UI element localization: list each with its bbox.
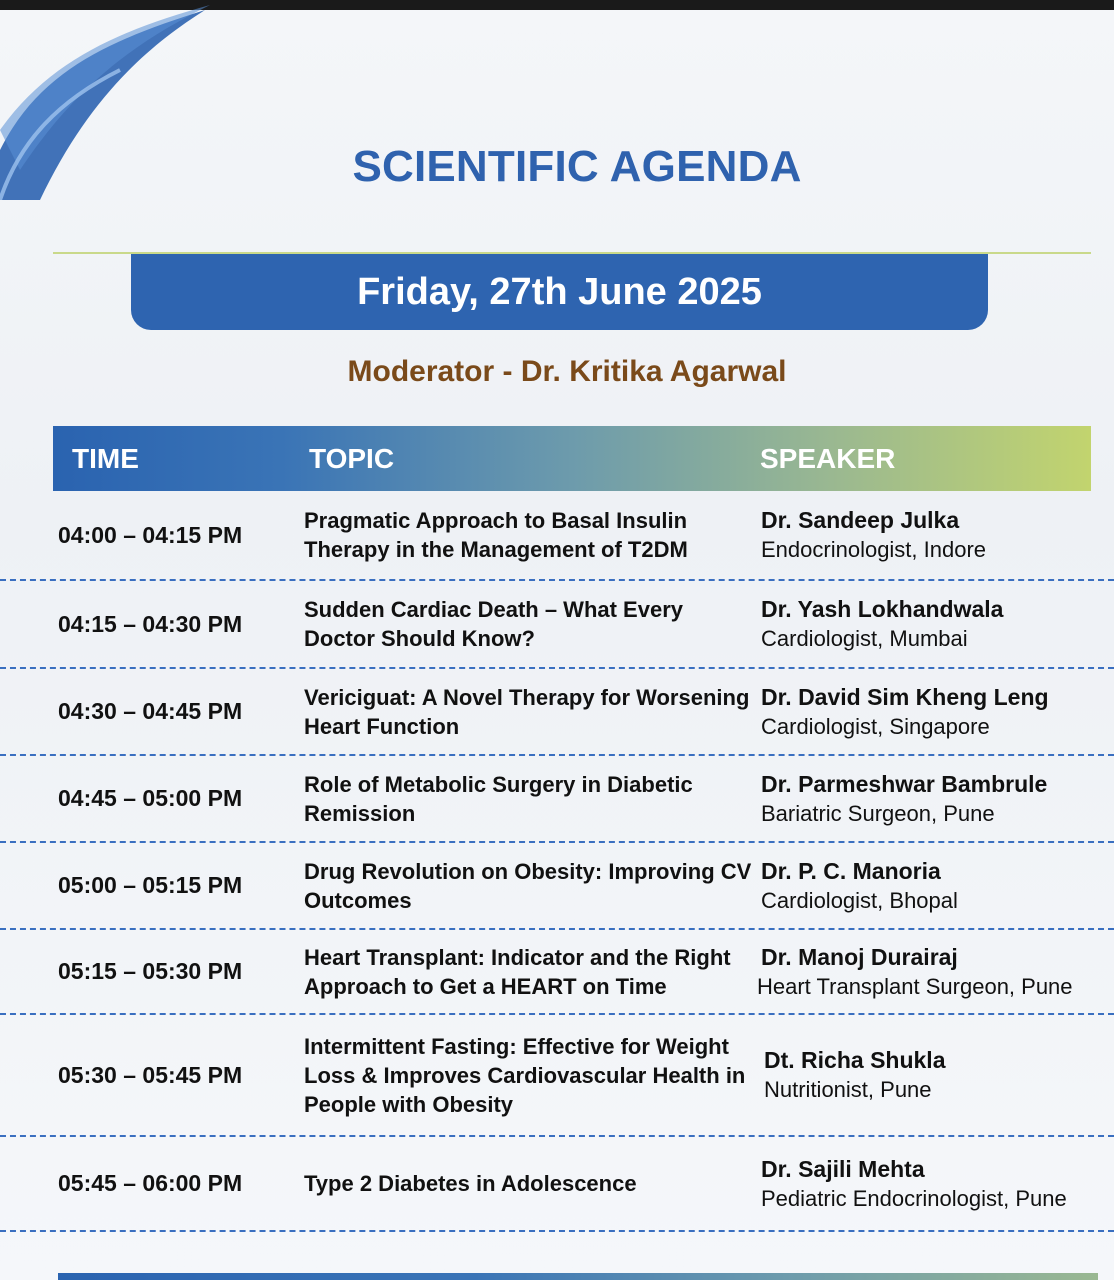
topic-cell: Heart Transplant: Indicator and the Right Approach to Get a HEART on Time [304,944,731,999]
speaker-cell [761,491,1111,579]
agenda-table [0,491,1114,1232]
speaker-name: Dr. Sandeep Julka [761,507,960,533]
table-row [0,581,1114,669]
speaker-cell [761,756,1111,841]
speaker-role: Pediatric Endocrinologist, Pune [761,1185,1067,1211]
header-topic: TOPIC [309,443,395,474]
topic-cell: Type 2 Diabetes in Adolescence [304,1171,637,1196]
speaker-name: Dr. P. C. Manoria [761,857,941,884]
speaker-role: Cardiologist, Singapore [761,713,990,739]
speaker-role: Nutritionist, Pune [764,1077,932,1102]
date-banner: Friday, 27th June 2025 [131,254,988,330]
speaker-name: Dr. Parmeshwar Bambrule [761,770,1048,797]
table-header [53,426,1091,491]
topic-cell: Intermittent Fasting: Effective for Weight Loss & Improves Cardiovascular Health in People with Obesity [304,1033,746,1117]
table-row [0,1137,1114,1232]
speaker-name: Dr. Yash Lokhandwala [761,596,1004,622]
speaker-cell [764,1015,1114,1135]
topic-cell: Role of Metabolic Surgery in Diabetic Remission [304,771,693,826]
table-row [0,669,1114,756]
speaker-name: Dr. David Sim Kheng Leng [761,683,1049,710]
speaker-cell [757,930,1107,1013]
speaker-name: Dr. Sajili Mehta [761,1155,925,1182]
page-title: SCIENTIFIC AGENDA [352,142,802,191]
speaker-cell [761,669,1111,754]
speaker-name: Dr. Manoj Durairaj [761,943,958,970]
speaker-cell [761,1137,1111,1230]
speaker-cell [761,581,1111,667]
speaker-role: Cardiologist, Bhopal [761,887,958,913]
time-cell: 04:45 – 05:00 PM [58,785,243,811]
table-row [0,843,1114,930]
moderator-label: Moderator - Dr. Kritika Agarwal [347,355,787,388]
speaker-role: Cardiologist, Mumbai [761,626,968,651]
table-row [0,756,1114,843]
table-row [0,491,1114,581]
header-speaker: SPEAKER [760,443,896,474]
time-cell: 05:30 – 05:45 PM [58,1061,243,1088]
table-row [0,930,1114,1015]
speaker-role: Heart Transplant Surgeon, Pune [757,973,1073,999]
speaker-cell [761,843,1111,928]
speaker-role: Bariatric Surgeon, Pune [761,800,995,826]
time-cell: 04:00 – 04:15 PM [58,521,243,548]
topic-cell: Vericiguat: A Novel Therapy for Worsening Heart Function [304,684,750,739]
time-cell: 04:15 – 04:30 PM [58,610,243,637]
footer-bar [58,1273,1098,1280]
time-cell: 05:15 – 05:30 PM [58,958,243,984]
header-time: TIME [72,443,139,474]
topic-cell: Sudden Cardiac Death – What Every Doctor Should Know? [304,597,683,651]
time-cell: 05:45 – 06:00 PM [58,1170,243,1196]
topic-cell: Pragmatic Approach to Basal Insulin Therapy in the Management of T2DM [304,508,688,562]
speaker-name: Dt. Richa Shukla [764,1047,946,1073]
time-cell: 04:30 – 04:45 PM [58,698,243,724]
speaker-role: Endocrinologist, Indore [761,537,987,562]
topic-cell: Drug Revolution on Obesity: Improving CV Outcomes [304,858,752,913]
table-row [0,1015,1114,1137]
time-cell: 05:00 – 05:15 PM [58,872,243,898]
